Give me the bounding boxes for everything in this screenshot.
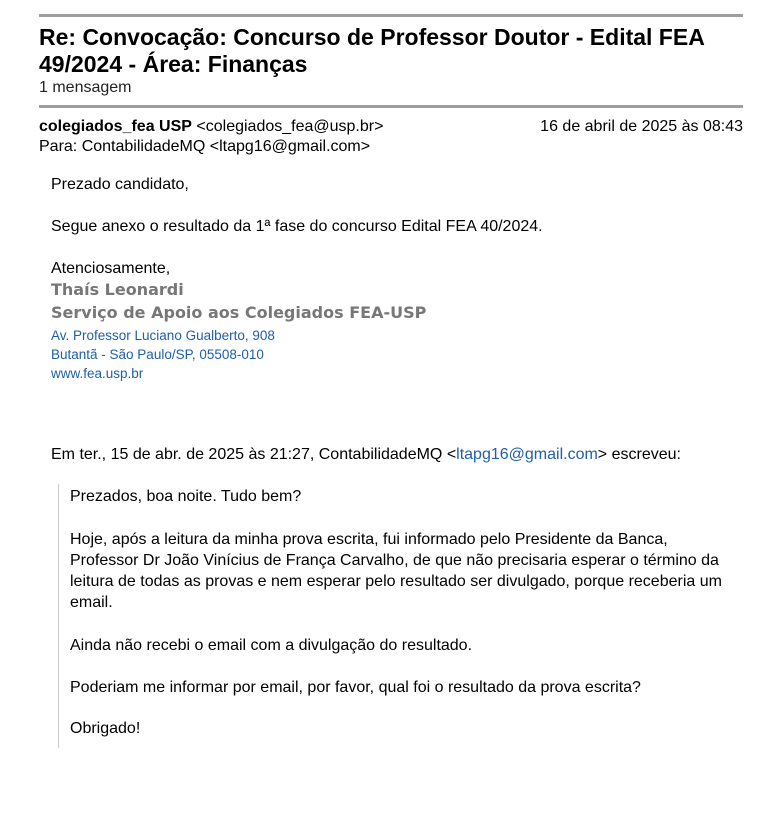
signature-website-link[interactable]: www.fea.usp.br (51, 366, 144, 381)
quoted-paragraph: Prezados, boa noite. Tudo bem? (70, 488, 302, 505)
quote-attribution-suffix: > escreveu: (597, 446, 681, 463)
top-divider (39, 14, 743, 17)
signature-address-line-2[interactable]: Butantã - São Paulo/SP, 05508-010 (51, 347, 264, 362)
quoted-paragraph: Hoje, após a leitura da minha prova escrita, fui informado pelo Presidente da Banca, Professor Dr João Vinícius de França Carvalho, de que não precisaria esperar o término da leitura de todas as provas e nem esperar pelo resultado ser divulgado, porque receberia um email. (70, 531, 722, 611)
email-subject: Re: Convocação: Concurso de Professor Doutor - Edital FEA 49/2024 - Área: Finanças (39, 24, 704, 77)
message-header (39, 117, 743, 136)
closing: Atenciosamente, (51, 260, 171, 277)
sender-name: colegiados_fea USP (39, 118, 192, 135)
signature-department: Serviço de Apoio aos Colegiados FEA-USP (51, 303, 427, 322)
header-divider (39, 105, 743, 108)
message-date: 16 de abril de 2025 às 08:43 (540, 118, 743, 135)
quote-attribution (51, 445, 741, 464)
recipient-line: Para: ContabilidadeMQ <ltapg16@gmail.com> (39, 138, 371, 155)
signature-address-line-1[interactable]: Av. Professor Luciano Gualberto, 908 (51, 328, 275, 343)
quoted-paragraph: Ainda não recebi o email com a divulgação do resultado. (70, 637, 473, 654)
quoted-paragraph: Poderiam me informar por email, por favor, qual foi o resultado da prova escrita? (70, 679, 641, 696)
quote-attribution-prefix: Em ter., 15 de abr. de 2025 às 21:27, ContabilidadeMQ < (51, 446, 457, 463)
quote-sender-email-link[interactable]: ltapg16@gmail.com (456, 446, 598, 463)
greeting: Prezado candidato, (51, 176, 189, 193)
message-count: 1 mensagem (39, 79, 132, 96)
sender-email: <colegiados_fea@usp.br> (196, 118, 384, 135)
body-line: Segue anexo o resultado da 1ª fase do concurso Edital FEA 40/2024. (51, 218, 543, 235)
quoted-paragraph: Obrigado! (70, 720, 141, 737)
signature-name: Thaís Leonardi (51, 280, 184, 299)
quoted-message (58, 484, 749, 748)
